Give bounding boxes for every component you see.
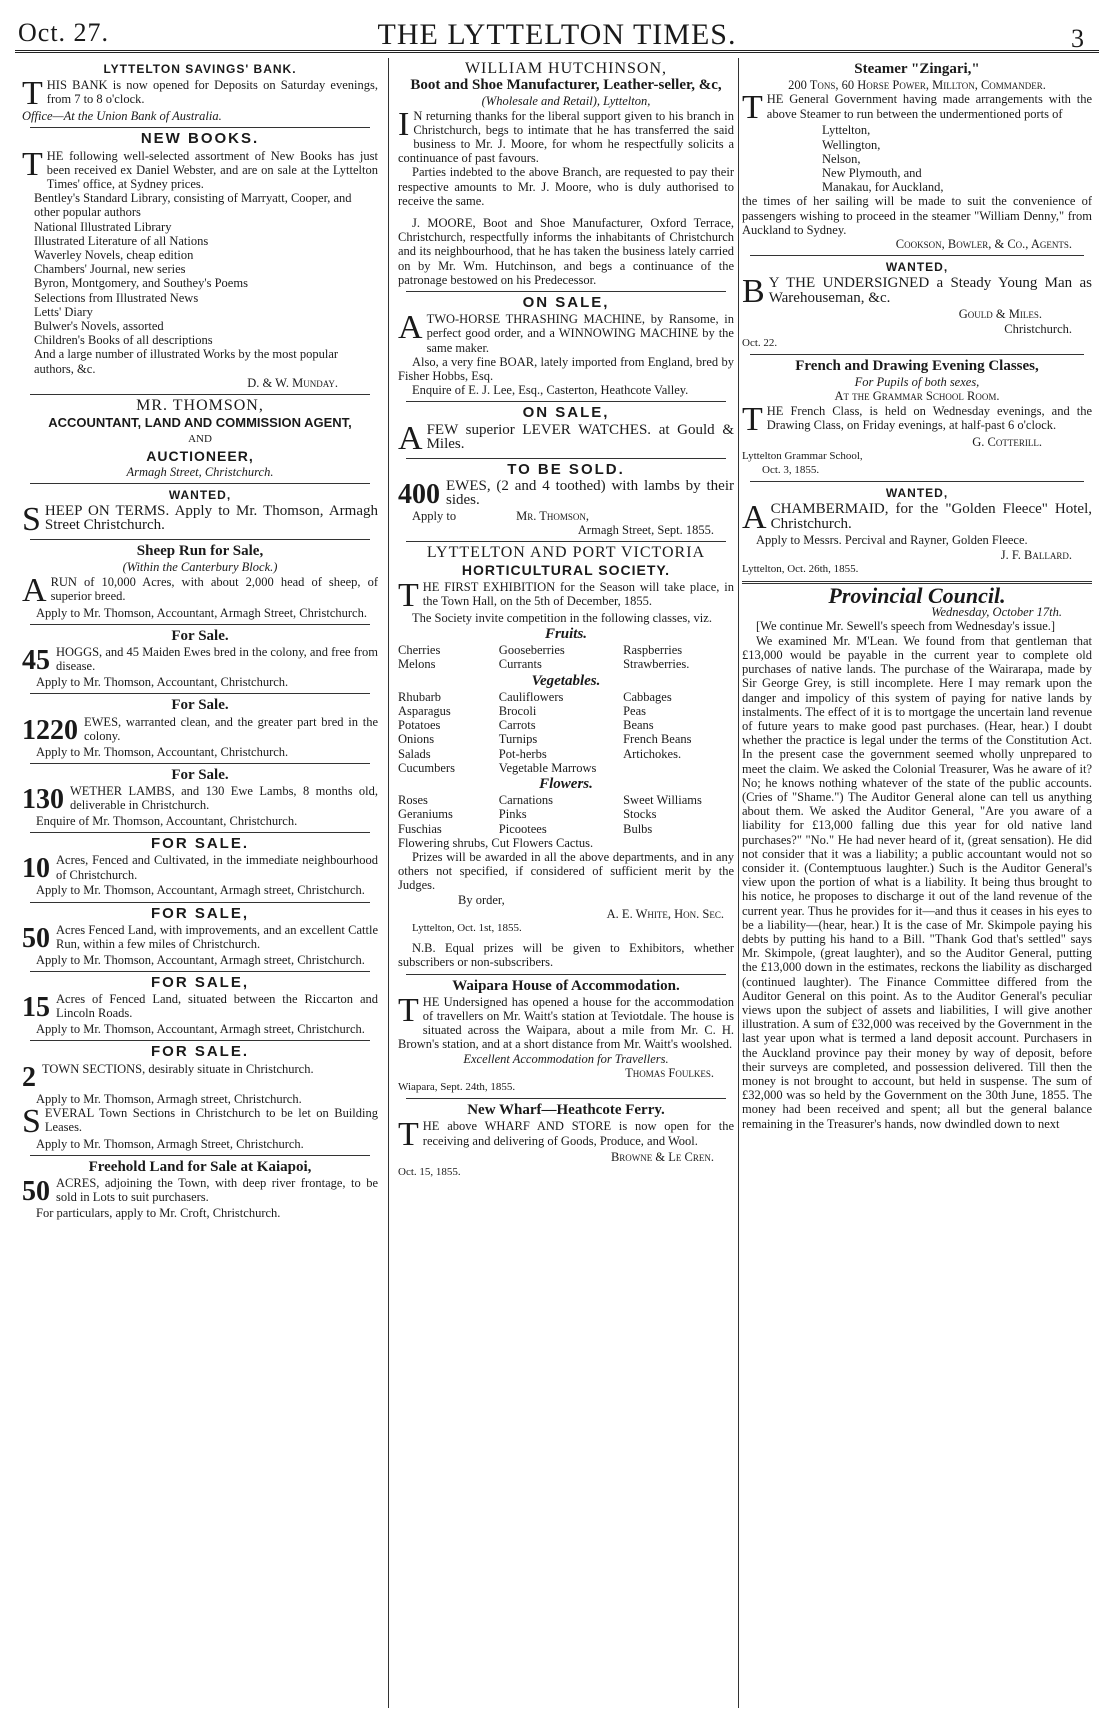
ad-date: Wiapara, Sept. 24th, 1855.	[398, 1080, 516, 1093]
ad-title: Freehold Land for Sale at Kaiapoi,	[88, 1158, 312, 1175]
ad-address: Armagh Street, Christchurch.	[126, 464, 274, 479]
port-item: Manakau, for Auckland,	[822, 180, 944, 195]
fruits-heading: Fruits.	[544, 625, 588, 642]
table-cell: Geraniums	[398, 807, 453, 822]
to-be-sold-ad	[398, 460, 734, 538]
ad-address: Armagh Street, Sept. 1855.	[577, 523, 714, 538]
ad-apply: Apply to Mr. Thomson, Accountant, Armagh street, Christchurch.	[36, 883, 365, 898]
table-cell: Carrots	[498, 718, 536, 733]
drop-cap: T	[742, 89, 763, 127]
book-list-item: Illustrated Literature of all Nations	[34, 233, 209, 248]
ad-title: Sheep Run for Sale,	[136, 543, 264, 560]
table-cell: Turnips	[498, 732, 538, 747]
ad-body: EWES, warranted clean, and the greater part bred in the colony.	[84, 714, 378, 743]
table-cell: Sweet Williams	[623, 793, 702, 808]
table-cell: Rhubarb	[398, 689, 442, 704]
table-cell: Pot-herbs	[498, 746, 547, 761]
ad-body: TOWN SECTIONS, desirably situate in Christchurch.	[42, 1061, 314, 1076]
book-list-item: National Illustrated Library	[34, 219, 172, 234]
table-cell: Peas	[623, 703, 647, 718]
book-list-item: Letts' Diary	[34, 304, 93, 319]
ad-signature: A. E. White, Hon. Sec.	[606, 906, 724, 921]
ad-title: LYTTELTON AND PORT VICTORIA	[426, 544, 706, 562]
new-books-ad	[22, 132, 378, 390]
ad-signature: Cookson, Bowler, & Co., Agents.	[895, 237, 1072, 252]
ad-auctioneer: AUCTIONEER,	[146, 447, 254, 464]
ad-order: By order,	[458, 892, 505, 907]
table-cell: Salads	[398, 746, 431, 761]
ad-number: 10	[22, 853, 50, 885]
wanted-warehouseman-ad	[742, 260, 1092, 350]
column-divider	[388, 58, 389, 1708]
ad-body: HE General Government having made arrangements with the above Steamer to run between the undermentioned ports of	[766, 92, 1092, 121]
ad-title: For Sale.	[171, 766, 229, 783]
port-item: Nelson,	[822, 151, 861, 166]
flowers-last-line: Flowering shrubs, Cut Flowers Cactus.	[398, 835, 594, 850]
table-cell: Brocoli	[498, 703, 537, 718]
wanted-chambermaid-ad	[742, 486, 1092, 576]
ad-title: Steamer "Zingari,"	[854, 61, 980, 77]
table-cell: Picootees	[498, 821, 547, 836]
ad-body: Y THE UNDERSIGNED a Steady Young Man as Warehouseman, &c.	[768, 275, 1092, 306]
drop-cap: T	[22, 145, 43, 183]
ad-body: Acres Fenced Land, with improvements, and an excellent Cattle Run, within a few miles of Christchurch.	[56, 922, 378, 951]
ad-paragraph: Parties indebted to the above Branch, are requested to pay their respective amounts to Mr. J. Moore, who is duly authorised to receive the same.	[398, 165, 734, 208]
ad-title: French and Drawing Evening Classes,	[795, 358, 1039, 375]
ad-subtitle: (Within the Canterbury Block.)	[122, 560, 278, 575]
ad-title: FOR SALE.	[150, 1043, 249, 1061]
table-cell: Currants	[498, 657, 542, 672]
ad-title: ON SALE,	[522, 404, 610, 422]
ports-list	[742, 123, 1092, 194]
report-text: We examined Mr. M'Lean. We found from that gentleman that £13,000 would be payable in the current year to complete old purchases of native lands. The purchase of the Wairarapa, made by Sir George Grey, is still incomplete. Here I may remark upon the danger and impolicy of this system of paying for native lands by instalments. The effect of it is to mortgage the uncertain land revenue of future years to make good past purchases. (Hear, hear.) I doubt whether the practice is legal under the terms of the Constitution Act. In the present case the government seemed wholly unprepared to meet the claim. We asked the Colonial Treasurer, Was he aware of it? No; he knows nothing whatever of the state of the public accounts. (Cries of "Shame.") The Auditor General alone can tell us anything about them. We asked the Auditor General, "Are you aware of a liability for £13,000 falling due this year for old native land purchases?" "No." He had never heard of it, (great sensation). He did not consider that it was a liability; a public accountant would not so consider it. (Contemptuous laughter.) Such is the Auditor General's view upon the portion of what is a liability. It being thus brought to his notice, he proposes to discharge it out of the land revenue of the current year. Thus he provides for it—and thus it ceases in his eyes to be a liability—(hear, hear.) It is the case of Mr. Skimpole paying his debts by putting his hand to a Bill. "Thank God that's settled" says Mr. Skimpole, (great laughter), and so the Auditor General, putting the £13,000 down in the estimates, reckons the liability as discharged (continued laughter). The Finance Committee differed from the Auditor General on this point. As to the Auditor General's peculiar views upon the subject of assets and liabilities, I will give another illustration. A sum of £32,000 was received by the Government in the last year upon what is termed a land deposit account. Purchasers in the Auckland province pay their money by way of deposit, before their surveys are completed, and possession delivered. Till then the money is not brought to account, but held in suspense. The sum of £32,000 was so held by the Government on the 30th June, 1855. The money had been received and spent; all but the general balance remaining in the Treasurer's hands, now dwindled down to next	[742, 633, 1092, 1131]
ad-apply: For particulars, apply to Mr. Croft, Christchurch.	[36, 1206, 281, 1221]
book-list	[34, 191, 378, 376]
ad-number: 400	[398, 478, 440, 510]
page-number: 3	[1071, 24, 1084, 53]
ad-title: For Sale.	[171, 627, 229, 644]
ad-paragraph: the times of her sailing will be made to suit the convenience of passengers wishing to proceed in the steamer "William Denny," from Auckland to Sydney.	[742, 194, 1092, 237]
ad-body: HE following well-selected assortment of New Books has just been received ex Daniel Webster, and are on sale at the Lyttelton Times' office, at Sydney prices.	[46, 148, 378, 192]
drop-cap: B	[742, 273, 765, 311]
table-cell: Cauliflowers	[498, 689, 564, 704]
column-1	[22, 60, 378, 1706]
ewes-ad	[22, 698, 378, 758]
table-row	[398, 747, 734, 761]
table-cell: Melons	[398, 657, 436, 672]
flowers-table	[398, 793, 734, 836]
steamer-zingari-ad	[742, 62, 1092, 251]
ad-body: HEEP ON TERMS. Apply to Mr. Thomson, Armagh Street Christchurch.	[44, 503, 378, 534]
ad-body: Acres, Fenced and Cultivated, in the immediate neighbourhood of Christchurch.	[56, 853, 378, 882]
ad-name: MR. THOMSON,	[136, 397, 264, 415]
table-row	[398, 807, 734, 821]
ad-title: ON SALE,	[522, 294, 610, 312]
table-cell: Raspberries	[623, 643, 683, 658]
ad-apply: Apply to	[412, 508, 457, 523]
drop-cap: T	[742, 400, 763, 438]
ad-title: LYTTELTON SAVINGS' BANK.	[103, 62, 297, 76]
masthead-rule	[15, 50, 1099, 53]
ad-signature: Browne & Le Cren.	[610, 1150, 714, 1165]
report-note: [We continue Mr. Sewell's speech from Wednesday's issue.]	[756, 619, 1056, 634]
provincial-council-report	[742, 583, 1092, 1131]
book-list-item: Bentley's Standard Library, consisting of Marryatt, Cooper, and other popular authors	[34, 191, 352, 220]
table-cell: Vegetable Marrows	[498, 760, 597, 775]
ad-body: N returning thanks for the liberal support given to his branch in Christchurch, begs to intimate that he has transferred the said business to Mr. J. Moore, for whom he respectfully solicits a continuance of past favours.	[398, 108, 734, 166]
table-cell: Onions	[398, 732, 435, 747]
ad-title: For Sale.	[171, 697, 229, 714]
ad-title: New Wharf—Heathcote Ferry.	[467, 1102, 665, 1119]
book-list-item: Chambers' Journal, new series	[34, 262, 186, 277]
ad-body: HIS BANK is now opened for Deposits on Saturday evenings, from 7 to 8 o'clock.	[46, 78, 378, 107]
ad-and: AND	[188, 433, 212, 446]
book-list-item: And a large number of illustrated Works by the most popular authors, &c.	[34, 347, 339, 376]
ad-body-2: EVERAL Town Sections in Christchurch to be let on Building Leases.	[44, 1105, 378, 1134]
drop-cap: S	[22, 501, 41, 539]
drop-cap: S	[22, 1102, 41, 1140]
thrashing-machine-ad	[398, 296, 734, 397]
thomson-agent-ad	[22, 399, 378, 479]
ad-paragraph: Enquire of E. J. Lee, Esq., Casterton, Heathcote Valley.	[412, 383, 689, 398]
table-row	[398, 718, 734, 732]
ad-apply: Apply to Mr. Thomson, Accountant, Armagh street, Christchurch.	[36, 1022, 365, 1037]
ad-body: TWO-HORSE THRASHING MACHINE, by Ransome, in perfect good order, and a WINNOWING MACHINE by the same maker.	[426, 312, 734, 355]
port-item: New Plymouth, and	[822, 166, 922, 181]
ad-apply: Apply to Mr. Thomson, Armagh street, Christchurch.	[36, 1091, 302, 1106]
table-cell: Bulbs	[623, 821, 653, 836]
port-item: Wellington,	[822, 137, 881, 152]
table-row	[398, 761, 734, 775]
savings-bank-ad	[22, 62, 378, 123]
ad-signature: J. F. Ballard.	[1000, 547, 1072, 562]
ad-date: Oct. 15, 1855.	[398, 1165, 461, 1178]
ad-title: WANTED,	[168, 488, 232, 503]
ad-number: 50	[22, 922, 50, 954]
ad-signature: G. Cotterill.	[972, 434, 1042, 449]
sale-15-acres-ad	[22, 973, 378, 1037]
ad-number: 45	[22, 645, 50, 677]
ad-subtitle: (Wholesale and Retail), Lyttelton,	[481, 94, 651, 109]
ad-body: HE French Class, is held on Wednesday evenings, and the Drawing Class, on Friday evenings, at half-past 6 o'clock.	[766, 403, 1092, 432]
ad-title: ACCOUNTANT, LAND AND COMMISSION AGENT,	[48, 415, 352, 431]
table-cell: Asparagus	[398, 703, 451, 718]
ad-title: Boot and Shoe Manufacturer, Leather-seller, &c,	[410, 77, 722, 94]
drop-cap: T	[398, 576, 419, 614]
table-cell: Pinks	[498, 807, 527, 822]
sale-10-acres-ad	[22, 837, 378, 897]
ad-title: WANTED,	[885, 260, 949, 275]
drop-cap: A	[398, 309, 423, 347]
ad-title: Waipara House of Accommodation.	[452, 977, 680, 994]
column-divider	[738, 58, 739, 1708]
table-cell	[623, 761, 734, 775]
ad-date: Oct. 3, 1855.	[762, 464, 820, 477]
ad-title: FOR SALE,	[150, 904, 249, 922]
table-row	[398, 732, 734, 746]
drop-cap: T	[398, 991, 419, 1029]
drop-cap: I	[398, 105, 410, 143]
column-3	[742, 60, 1092, 1706]
drop-cap: A	[742, 499, 767, 537]
vegetables-table	[398, 690, 734, 775]
table-row	[398, 643, 734, 657]
watches-ad	[398, 404, 734, 457]
report-title: Provincial Council.	[828, 583, 1006, 609]
ad-subtitle: 200 Tons, 60 Horse Power, Millton, Commander.	[788, 78, 1046, 93]
column-2	[398, 60, 734, 1706]
ad-paragraph: The Society invite competition in the following classes, viz.	[412, 610, 712, 625]
prizes-paragraph: Prizes will be awarded in all the above departments, and in any others not specified, if considered of sufficient merit by the Judges.	[398, 849, 734, 893]
port-item: Lyttelton,	[822, 123, 871, 138]
book-list-item: Children's Books of all descriptions	[34, 333, 213, 348]
book-list-item: Waverley Novels, cheap edition	[34, 248, 194, 263]
town-sections-ad	[22, 1045, 378, 1151]
ad-body: EWES, (2 and 4 toothed) with lambs by their sides.	[446, 477, 734, 509]
ad-body: WETHER LAMBS, and 130 Ewe Lambs, 8 months old, deliverable in Christchurch.	[70, 783, 378, 813]
table-cell: Cabbages	[623, 689, 672, 704]
ad-number: 2	[22, 1061, 36, 1093]
ad-location: At the Grammar School Room.	[834, 389, 1000, 404]
table-cell: Cucumbers	[398, 760, 455, 775]
table-cell: Gooseberries	[498, 643, 565, 658]
ad-title: WANTED,	[885, 486, 949, 501]
drop-cap: A	[398, 419, 423, 457]
drop-cap: T	[398, 1116, 419, 1154]
table-cell: Cherries	[398, 643, 441, 658]
issue-date: Oct. 27.	[18, 18, 110, 47]
nb-note: N.B. Equal prizes will be given to Exhibitors, whether subscribers or non-subscribers.	[398, 941, 734, 970]
table-cell: Artichokes.	[623, 746, 682, 761]
ad-apply: Apply to Mr. Thomson, Accountant, Armagh Street, Christchurch.	[36, 605, 367, 620]
ad-body: HE FIRST EXHIBITION for the Season will take place, in the Town Hall, on the 5th of December, 1855.	[422, 579, 734, 608]
ad-title: NEW BOOKS.	[140, 130, 260, 148]
book-list-item: Byron, Montgomery, and Southey's Poems	[34, 276, 248, 291]
table-cell: French Beans	[623, 732, 692, 747]
ad-apply: Apply to Mr. Thomson, Accountant, Armagh street, Christchurch.	[36, 952, 365, 967]
table-row	[398, 822, 734, 836]
ad-number: 15	[22, 992, 50, 1024]
ad-title: FOR SALE.	[150, 835, 249, 853]
table-row	[398, 657, 734, 671]
ad-apply: Apply to Mr. Thomson, Accountant, Christchurch.	[36, 675, 289, 690]
ad-apply: Apply to Mr. Thomson, Accountant, Christchurch.	[36, 744, 289, 759]
ad-body: RUN of 10,000 Acres, with about 2,000 head of sheep, of superior breed.	[50, 574, 378, 603]
drop-cap: A	[22, 571, 47, 609]
hoggs-ad	[22, 629, 378, 689]
table-row	[398, 793, 734, 807]
ad-date: Lyttelton, Oct. 26th, 1855.	[742, 562, 859, 575]
table-row	[398, 690, 734, 704]
kaiapoi-land-ad	[22, 1160, 378, 1220]
book-list-item: Bulwer's Novels, assorted	[34, 319, 164, 334]
ad-body: HE above WHARF AND STORE is now open for the receiving and delivering of Goods, Produce, and Wool.	[422, 1119, 734, 1148]
report-date: Wednesday, October 17th.	[931, 605, 1062, 620]
ad-place: Christchurch.	[1004, 321, 1072, 336]
masthead	[0, 0, 1114, 53]
table-cell: Carnations	[498, 793, 553, 808]
ad-title: FOR SALE,	[150, 973, 249, 991]
moore-notice: J. MOORE, Boot and Shoe Manufacturer, Oxford Terrace, Christchurch, respectfully informs the inhabitants of Christchurch and its neighbourhood, that he has taken the business lately carried on by Mr. Wm. Hutchinson, and begs a continuance of the patronage bestowed on his Predecessor.	[398, 216, 734, 287]
wether-lambs-ad	[22, 768, 378, 828]
wanted-sheep-ad	[22, 488, 378, 539]
ad-date: Oct. 22.	[742, 336, 778, 349]
hutchinson-ad	[398, 62, 734, 287]
ad-paragraph: Also, a very fine BOAR, lately imported from England, bred by Fisher Hobbs, Esq.	[398, 354, 734, 384]
table-row	[398, 704, 734, 718]
table-cell: Beans	[623, 718, 654, 733]
ad-date: Lyttelton, Oct. 1st, 1855.	[412, 921, 522, 934]
ad-number: 1220	[22, 714, 78, 746]
vegetables-heading: Vegetables.	[531, 672, 601, 689]
sheep-run-ad	[22, 544, 378, 620]
ad-contact: Mr. Thomson,	[516, 508, 590, 523]
ad-subtitle: For Pupils of both sexes,	[854, 375, 980, 390]
ad-body: FEW superior LEVER WATCHES. at Gould & Miles.	[426, 421, 734, 452]
flowers-heading: Flowers.	[539, 775, 593, 792]
ad-apply: Apply to Messrs. Percival and Rayner, Golden Fleece.	[756, 533, 1028, 548]
ad-apply: Enquire of Mr. Thomson, Accountant, Christchurch.	[36, 813, 298, 828]
table-cell: Stocks	[623, 807, 657, 822]
ad-body: HE Undersigned has opened a house for the accommodation of travellers on Mr. Waitt's station at Teviotdale. The house is situated across the Waipara, about a mile from Mr. C. H. Brown's station, and at a short distance from Mr. Waitt's woolshed.	[398, 994, 734, 1052]
ad-number: 50	[22, 1176, 50, 1208]
table-cell: Potatoes	[398, 718, 441, 733]
ad-signature: Thomas Foulkes.	[625, 1065, 714, 1080]
table-cell: Roses	[398, 793, 428, 808]
fruits-table	[398, 643, 734, 671]
horticultural-society-ad	[398, 546, 734, 969]
drop-cap: T	[22, 75, 43, 113]
ad-apply-2: Apply to Mr. Thomson, Armagh Street, Christchurch.	[36, 1136, 304, 1151]
ad-office: Office—At the Union Bank of Australia.	[22, 109, 222, 124]
ad-signature: Gould & Miles.	[958, 307, 1042, 322]
ad-tagline: Excellent Accommodation for Travellers.	[463, 1051, 669, 1066]
ad-title: TO BE SOLD.	[507, 460, 625, 478]
table-cell: Strawberries.	[623, 657, 690, 672]
heathcote-ferry-ad	[398, 1103, 734, 1179]
sale-50-acres-ad	[22, 904, 378, 967]
book-list-item: Selections from Illustrated News	[34, 290, 199, 305]
waipara-house-ad	[398, 979, 734, 1095]
ad-body: CHAMBERMAID, for the "Golden Fleece" Hotel, Christchurch.	[770, 501, 1092, 532]
ad-body: Acres of Fenced Land, situated between the Riccarton and Lincoln Roads.	[56, 992, 378, 1021]
ad-body: ACRES, adjoining the Town, with deep river frontage, to be sold in Lots to suit purchasers.	[56, 1176, 378, 1205]
newspaper-title: THE LYTTELTON TIMES.	[377, 18, 737, 51]
ad-body: HOGGS, and 45 Maiden Ewes bred in the colony, and free from disease.	[56, 645, 378, 674]
french-drawing-classes-ad	[742, 359, 1092, 477]
table-cell: Fuschias	[398, 821, 442, 836]
ad-school: Lyttelton Grammar School,	[742, 449, 863, 462]
ad-subtitle: HORTICULTURAL SOCIETY.	[461, 562, 671, 579]
ad-signature: D. & W. Munday.	[247, 375, 338, 390]
ad-number: 130	[22, 783, 64, 815]
ad-name: WILLIAM HUTCHINSON,	[464, 60, 668, 77]
